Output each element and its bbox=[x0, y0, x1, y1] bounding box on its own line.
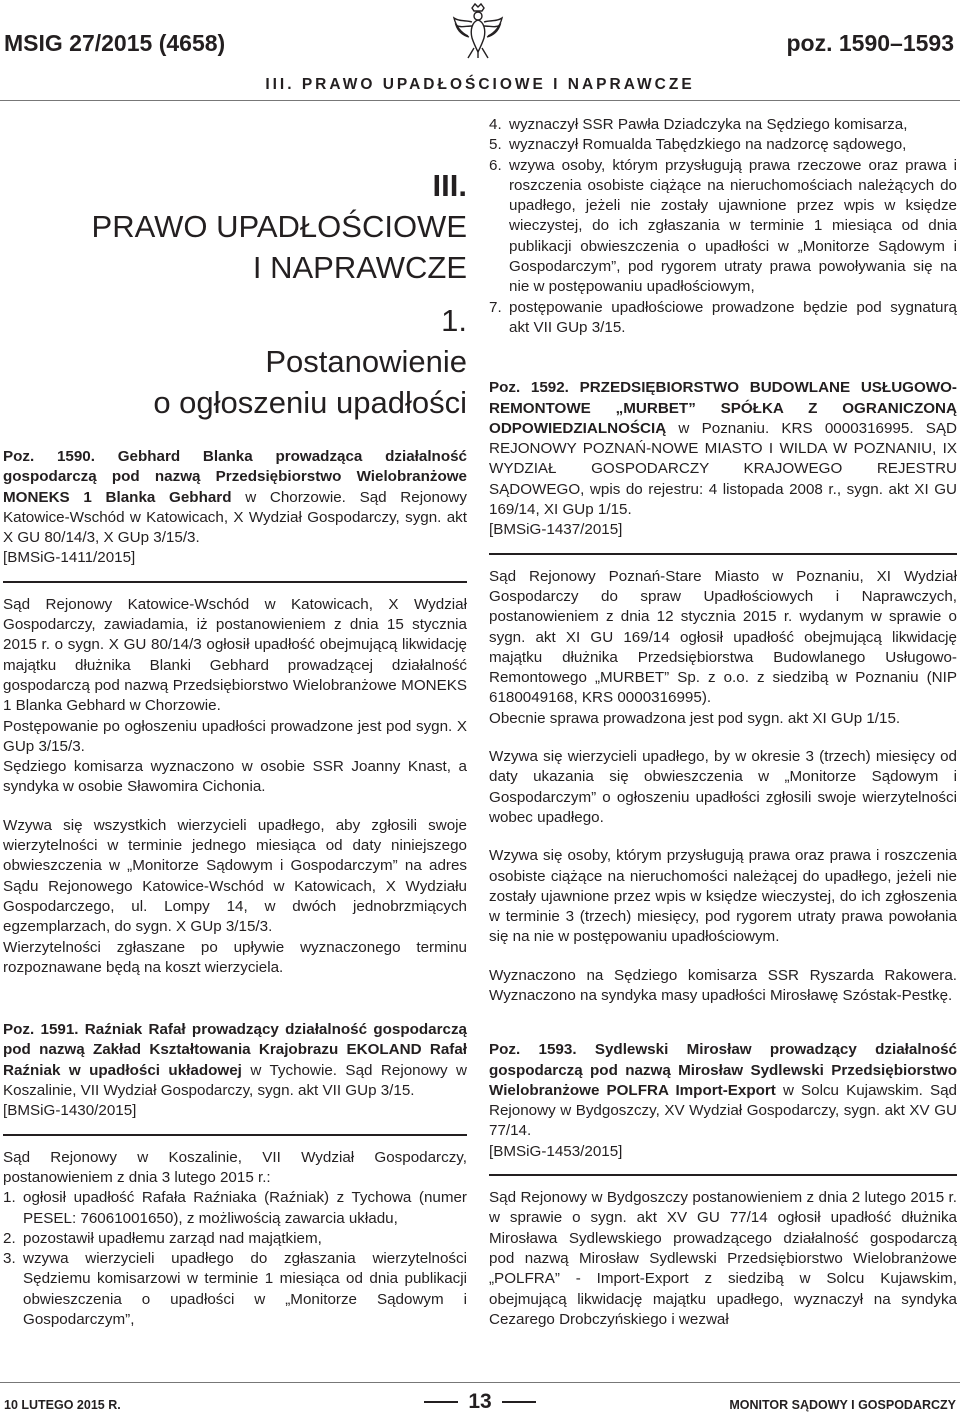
notice-1590-para: Sędziego komisarza wyznaczono w osobie SSR Joanny Knast, a syndyka w osobie Sławomira Cichonia. bbox=[3, 758, 467, 796]
notice-1593-ref: [BMSiG-1453/2015] bbox=[489, 1142, 623, 1160]
header-issue: MSIG 27/2015 (4658) bbox=[4, 30, 226, 56]
notice-1591-list-cont bbox=[489, 115, 957, 338]
section-title-line1: PRAWO UPADŁOŚCIOWE bbox=[91, 209, 467, 244]
list-item: 5. wyznaczył Romualda Tabędzkiego na nadzorcę sądowego, bbox=[489, 136, 907, 154]
list-item: 2. pozostawił upadłemu zarząd nad majątkiem, bbox=[3, 1229, 322, 1247]
footer-publication: MONITOR SĄDOWY I GOSPODARCZY bbox=[729, 1398, 956, 1412]
notice-1593-para: Sąd Rejonowy w Bydgoszczy postanowieniem z dnia 2 lutego 2015 r. w sprawie o sygn. akt XV GU 77/14 ogłosił upadłość dłużnika Mirosława Sydlewskiego prowadzącego działalność gospodarczą pod nazwą Mirosław Sydlewski Przedsiębiorstwo Wielobranżowe „POLFRA” - Import-Export z siedzibą w Solcu Kujawskim, obejmującą likwidację majątku upadłego, wyznaczył na syndyka Cezarego Drobczyńskiego i wezwał bbox=[489, 1189, 957, 1328]
notice-1593-divider bbox=[489, 1174, 957, 1176]
list-item: 3. wzywa wierzycieli upadłego do zgłaszania wierzytelności Sędziemu komisarzowi w terminie 1 miesiąca od dnia publikacji obwieszczenia o upadłości w „Monitorze Sądowym i Gospodarczym”, bbox=[3, 1250, 467, 1328]
section-title-line2: I NAPRAWCZE bbox=[252, 250, 467, 285]
footer-divider bbox=[0, 1382, 960, 1383]
subsection-title-line1: Postanowienie bbox=[265, 344, 467, 379]
notice-1590-divider bbox=[3, 581, 467, 583]
subsection-title-line2: o ogłoszeniu upadłości bbox=[153, 385, 467, 420]
notice-1590-para: Wzywa się wszystkich wierzycieli upadłego, aby zgłosili swoje wierzytelności w terminie jednego miesiąca od daty niniejszego obwieszczenia w „Monitorze Sądowym i Gospodarczym” na adres Sądu Rejonowego Katowice-Wschód w Katowicach, X Wydziału Gospodarczego, ul. Lompy 14, w dwóch jednobrzmiących egzemplarzach, do sygn. X GUp 3/15/3. bbox=[3, 816, 467, 936]
notice-1590-para: Sąd Rejonowy Katowice-Wschód w Katowicach, X Wydział Gospodarczy, zawiadamia, iż postanowieniem z dnia 15 stycznia 2015 r. o sygn. X GU 80/14/3 ogłosił upadłość obejmującą likwidację majątku dłużnika Blanki Gebhard prowadzącej działalność gospodarczą pod nazwą Przedsiębiorstwo Wielobranżowe MONEKS 1 Blanka Gebhard w Chorzowie. bbox=[3, 595, 467, 715]
notice-1591-divider bbox=[3, 1134, 467, 1136]
header-section: III. PRAWO UPADŁOŚCIOWE I NAPRAWCZE bbox=[265, 76, 695, 93]
list-item: 1. ogłosił upadłość Rafała Raźniaka (Raźniak) z Tychowa (numer PESEL: 76061001650), z możliwością zawarcia układu, bbox=[3, 1189, 467, 1227]
section-roman: III. bbox=[432, 168, 467, 203]
notice-1591-list bbox=[3, 1188, 467, 1330]
notice-1592-para: Sąd Rejonowy Poznań-Stare Miasto w Poznaniu, XI Wydział Gospodarczy do spraw Upadłościowych i Naprawczych, postanowieniem z dnia 12 stycznia 2015 r. wydanym w sprawie o sygn. akt XI GU 169/14 ogłosił upadłość obejmującą likwidację majątku dłużnika Przedsiębiorstwa Budowlanego Usługowo-Remontowego „MURBET” Sp. z o.o. z siedzibą w Poznaniu (NIP 6180049168, KRS 0000316995). bbox=[489, 567, 957, 707]
notice-1591-intro: Sąd Rejonowy w Koszalinie, VII Wydział Gospodarczy, postanowieniem z dnia 3 lutego 2015 r.: bbox=[3, 1148, 467, 1186]
notice-1590-para: Postępowanie po ogłoszeniu upadłości prowadzone jest pod sygn. X GUp 3/15/3. bbox=[3, 717, 467, 755]
notice-1590-ref: [BMSiG-1411/2015] bbox=[3, 549, 136, 567]
right-column bbox=[489, 115, 957, 1338]
left-column bbox=[3, 165, 467, 1330]
notice-1592-divider bbox=[489, 553, 957, 555]
notice-1592-ref: [BMSiG-1437/2015] bbox=[489, 521, 623, 539]
header-position-range: poz. 1590–1593 bbox=[786, 30, 954, 56]
list-item: 4. wyznaczył SSR Pawła Dziadczyka na Sędziego komisarza, bbox=[489, 116, 908, 133]
notice-1591-ref: [BMSiG-1430/2015] bbox=[3, 1102, 137, 1120]
section-title bbox=[3, 165, 467, 423]
footer-page-number: 13 bbox=[0, 1390, 960, 1414]
notice-1593-heading: Poz. 1593. Sydlewski Mirosław prowadzący działalność gospodarczą pod nazwą Mirosław Sydlewski Przedsiębiorstwo Wielobranżowe POLFRA Import-Export w Solcu Kujawskim. Sąd Rejonowy w Bydgoszczy, XV Wydział Gospodarczy, sygn. akt XV GU 77/14. bbox=[489, 1041, 957, 1140]
eagle-emblem-icon bbox=[450, 2, 506, 60]
notice-1592-para: Wzywa się osoby, którym przysługują prawa oraz prawa i roszczenia osobiste ciążące na nieruchomości należącej do upadłego, jeżeli nie zostały ujawnione przez wpis w księdze wieczystej, do ich zgłoszenia w terminie 3 (trzech) miesięcy, pod rygorem utraty prawa powołania się na nie w postępowaniu upadłościowym. bbox=[489, 847, 957, 946]
notice-1590-heading: Poz. 1590. Gebhard Blanka prowadząca działalność gospodarczą pod nazwą Przedsiębiorstwo Wielobranżowe MONEKS 1 Blanka Gebhard w Chorzowie. Sąd Rejonowy Katowice-Wschód w Katowicach, X Wydział Gospodarczy, sygn. akt X GU 80/14/3, X GUp 3/15/3. bbox=[3, 448, 467, 547]
list-item: 6. wzywa osoby, którym przysługują prawa rzeczowe oraz prawa i roszczenia osobiste ciążące na nieruchomościach należących do upadłego, jeżeli nie zostały ujawnione przez wpis w księdze wieczystej, do ich zgłaszania w terminie 1 miesiąca od dnia publikacji obwieszczenia o upadłości w „Monitorze Sądowym i Gospodarczym”, pod rygorem utraty prawa powoływania się na nie w postępowaniu upadłościowym, bbox=[489, 156, 957, 296]
notice-1591-heading: Poz. 1591. Raźniak Rafał prowadzący działalność gospodarczą pod nazwą Zakład Kształtowania Krajobrazu EKOLAND Rafał Raźniak w upadłości układowej w Tychowie. Sąd Rejonowy w Koszalinie, VII Wydział Gospodarczy, sygn. akt VII GUp 3/15. bbox=[3, 1021, 468, 1100]
notice-1592-para: Wyznaczono na Sędziego komisarza SSR Ryszarda Rakowera. Wyznaczono na syndyka masy upadłości Mirosławę Szóstak-Pestkę. bbox=[489, 966, 957, 1004]
notice-1592-para: Obecnie sprawa prowadzona jest pod sygn. akt XI GUp 1/15. bbox=[489, 709, 901, 727]
header-divider bbox=[0, 100, 960, 101]
footer-date: 10 LUTEGO 2015 R. bbox=[4, 1398, 121, 1412]
list-item: 7. postępowanie upadłościowe prowadzone będzie pod sygnaturą akt VII GUp 3/15. bbox=[489, 298, 957, 336]
subsection-number: 1. bbox=[441, 303, 467, 338]
notice-1592-heading: Poz. 1592. PRZEDSIĘBIORSTWO BUDOWLANE USŁUGOWO-REMONTOWE „MURBET” SPÓŁKA Z OGRANICZONĄ ODPOWIEDZIALNOŚCIĄ w Poznaniu. KRS 0000316995. SĄD REJONOWY POZNAŃ-NOWE MIASTO I WILDA W POZNANIU, IX WYDZIAŁ GOSPODARCZY KRAJOWEGO REJESTRU SĄDOWEGO, wpis do rejestru: 4 listopada 2008 r., sygn. akt XI GU 169/14, XI GUp 1/15. bbox=[489, 379, 957, 519]
notice-1592-para: Wzywa się wierzycieli upadłego, by w okresie 3 (trzech) miesięcy od daty ukazania się obwieszczenia w „Monitorze Sądowym i Gospodarczym” o ogłoszeniu upadłości zgłosili swoje wierzytelności wobec upadłego. bbox=[489, 748, 957, 826]
notice-1590-para: Wierzytelności zgłaszane po upływie wyznaczonego terminu rozpoznawane będą na koszt wierzyciela. bbox=[3, 938, 467, 976]
